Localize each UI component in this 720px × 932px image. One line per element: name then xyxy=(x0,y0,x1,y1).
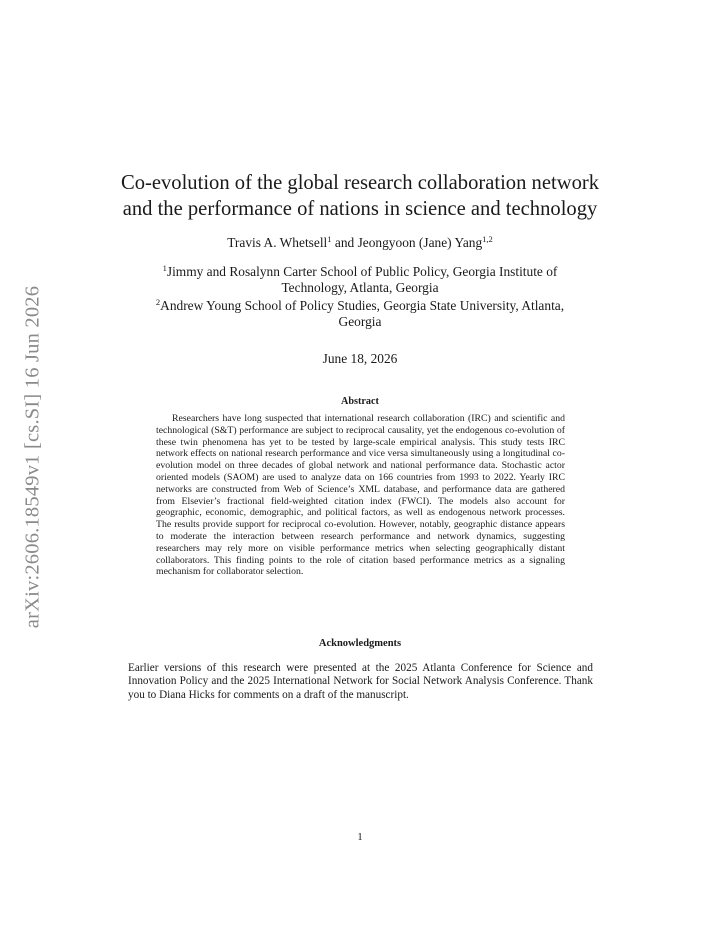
author-name: Jeongyoon (Jane) Yang xyxy=(357,235,483,250)
affiliation-1 xyxy=(60,264,660,280)
arxiv-identifier-stamp xyxy=(19,272,47,642)
affiliation-2 xyxy=(60,298,660,314)
author-affiliation-mark: 1 xyxy=(327,234,332,244)
affiliation-mark: 2 xyxy=(155,297,161,307)
page-number: 1 xyxy=(357,831,363,843)
affiliation-2-continued: Georgia xyxy=(338,314,382,329)
author-list xyxy=(60,235,660,251)
author-connector: and xyxy=(331,235,358,250)
author-name: Travis A. Whetsell xyxy=(227,235,328,250)
affiliation-line: Jimmy and Rosalynn Carter School of Public Policy, Georgia Institute of xyxy=(166,264,558,279)
acknowledgments-heading: Acknowledgments xyxy=(318,638,402,649)
paper-title-line-2: and the performance of nations in science and technology xyxy=(122,198,598,220)
affiliation-line: Andrew Young School of Policy Studies, Georgia State University, Atlanta, xyxy=(160,298,565,313)
abstract-heading: Abstract xyxy=(341,396,379,407)
affiliation-mark: 1 xyxy=(162,263,167,273)
paper-title-line-1: Co-evolution of the global research collaboration network xyxy=(120,172,600,194)
abstract-body: Researchers have long suspected that international research collaboration (IRC) and scientific and technological (S&T) performance are subject to reciprocal causality, yet the endogenous co-evolution of these twin phenomena has yet to be tested by large-scale empirical analysis. This study tests IRC network effects on national research performance and vice versa simultaneously using a longitudinal co-evolution model on three decades of global network and national performance data. Stochastic actor oriented models (SAOM) are used to analyze data on 166 countries from 1993 to 2022. Yearly IRC networks are constructed from Web of Science’s XML database, and performance data are gathered from Elsevier’s fractional field-weighted citation index (FWCI). The models also account for geographic, economic, demographic, and political factors, as well as endogenous network processes. The results provide support for reciprocal co-evolution. However, notably, geographic distance appears to moderate the interaction between research performance and network dynamics, suggesting researchers may rely more on visible performance metrics when selecting geographically distant collaborators. This finding points to the role of citation based performance metrics as a signaling mechanism for collaborator selection. xyxy=(156,413,565,578)
affiliation-1-continued: Technology, Atlanta, Georgia xyxy=(281,280,439,295)
author-affiliation-mark: 1,2 xyxy=(482,234,493,244)
paper-date: June 18, 2026 xyxy=(322,351,398,366)
acknowledgments-body: Earlier versions of this research were presented at the 2025 Atlanta Conference for Science and Innovation Policy and the 2025 International Network for Social Network Analysis Conference. Thank you to Diana Hicks for comments on a draft of the manuscript. xyxy=(128,662,593,701)
arxiv-identifier-text: arXiv:2606.18549v1 [cs.SI] 16 Jun 2026 xyxy=(21,285,44,629)
